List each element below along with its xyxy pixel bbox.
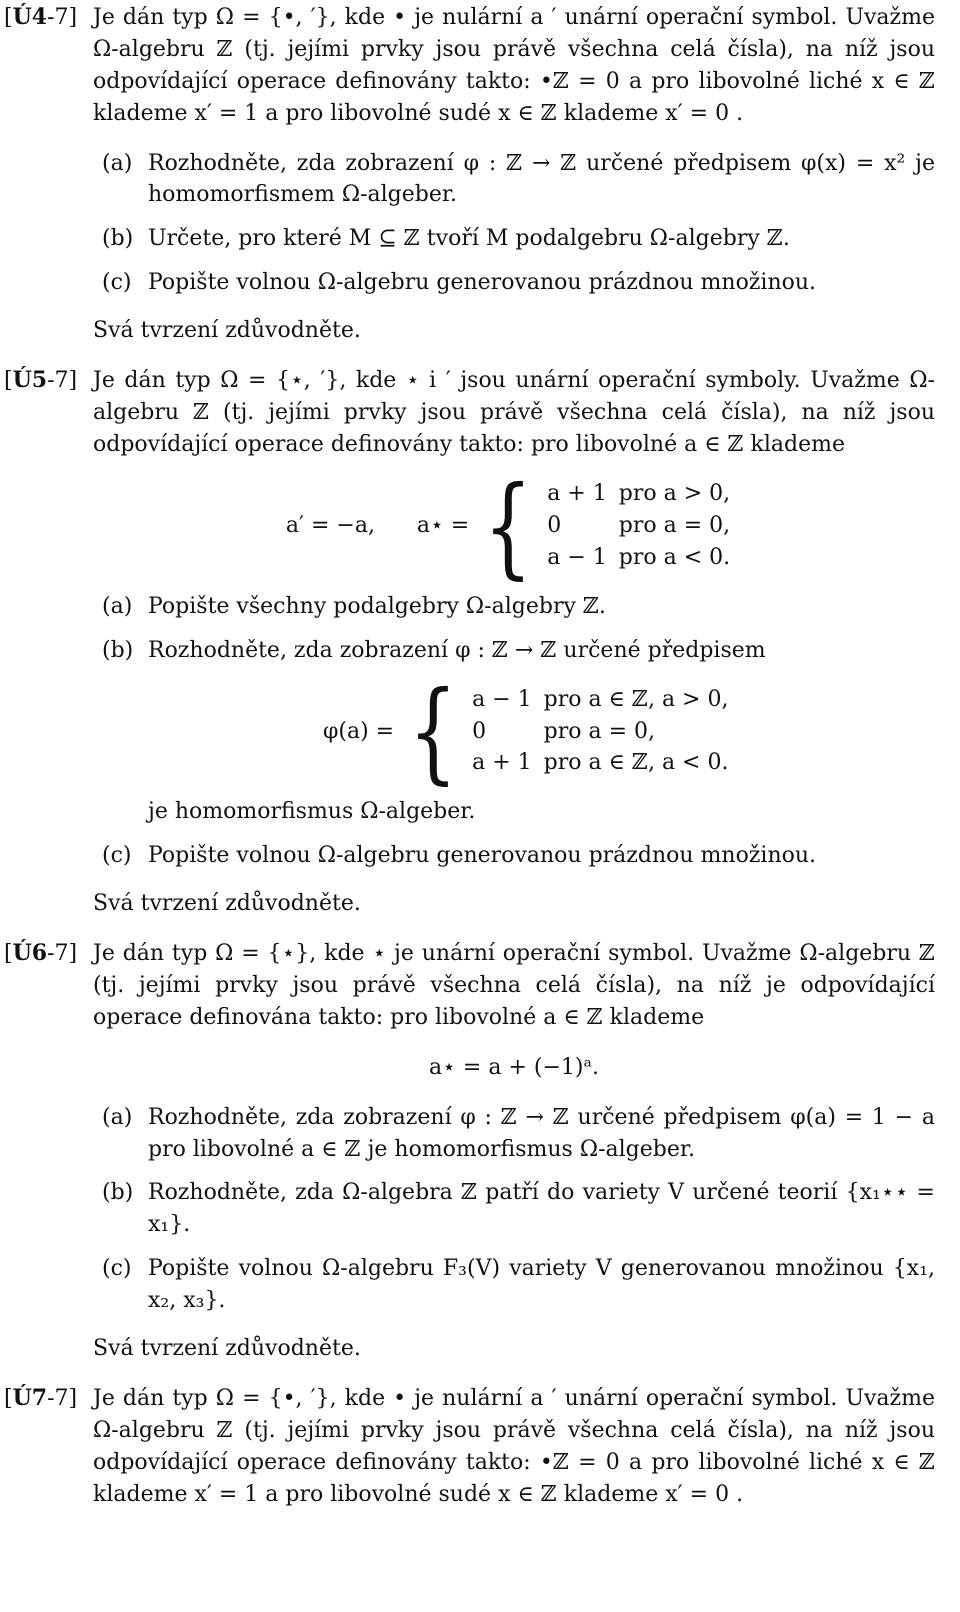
part-continuation: je homomorfismus Ω-algeber. — [148, 799, 476, 825]
display-equation: a′ = −a, a⋆ = { a + 1 pro a > 0, 0 pro a = 0, a − 1 pro a < 0. — [93, 471, 935, 581]
problem-part-b: (b) Určete, pro které M ⊆ ℤ tvoří M podalgebru Ω-algebry ℤ. — [102, 226, 790, 252]
problem-label: [Ú7-7] — [4, 1384, 78, 1411]
problem-u5 — [0, 365, 960, 920]
problem-intro: Je dán typ Ω = {⋆, ′}, kde ⋆ i ′ jsou unární operační symboly. Uvažme Ω-algebru ℤ (tj. jejími prvky jsou právě všechna celá čísla), na níž jsou odpovídající operace definovány takto: pro libovolné a ∈ ℤ klademe — [93, 368, 935, 457]
problem-intro: Je dán typ Ω = {•, ′}, kde • je nulární a ′ unární operační symbol. Uvažme Ω-algebru ℤ (tj. jejími prvky jsou právě všechna celá čísla), na níž jsou odpovídající operace definovány takto: •ℤ = 0 a pro libovolné liché x ∈ ℤ klademe x′ = 1 a pro libovolné sudé x ∈ ℤ klademe x′ = 0 . — [93, 1385, 935, 1507]
problem-intro: Je dán typ Ω = {⋆}, kde ⋆ je unární operační symbol. Uvažme Ω-algebru ℤ (tj. jejími prvky jsou právě všechna celá čísla), na níž je odpovídající operace definována takto: pro libovolné a ∈ ℤ klademe — [93, 941, 935, 1030]
problem-intro: Je dán typ Ω = {•, ′}, kde • je nulární a ′ unární operační symbol. Uvažme Ω-algebru ℤ (tj. jejími prvky jsou právě všechna celá čísla), na níž jsou odpovídající operace definovány takto: •ℤ = 0 a pro libovolné liché x ∈ ℤ klademe x′ = 1 a pro libovolné sudé x ∈ ℤ klademe x′ = 0 . — [93, 5, 935, 126]
problem-part-a: (a) Popište všechny podalgebry Ω-algebry ℤ. — [102, 593, 606, 619]
problem-note: Svá tvrzení zdůvodněte. — [93, 891, 361, 917]
problem-label: [Ú5-7] — [4, 367, 78, 394]
problem-part-a: (a) Rozhodněte, zda zobrazení φ : ℤ → ℤ určené předpisem φ(a) = 1 − a pro libovolné a ∈ ℤ je homomorfismus Ω-algeber. — [102, 1104, 935, 1162]
problem-u7 — [0, 1383, 960, 1511]
problem-part-a: (a) Rozhodněte, zda zobrazení φ : ℤ → ℤ určené předpisem φ(x) = x² je homomorfismem Ω-algeber. — [102, 150, 935, 208]
problem-part-b: (b) Rozhodněte, zda zobrazení φ : ℤ → ℤ určené předpisem — [102, 637, 766, 663]
problem-part-c: (c) Popište volnou Ω-algebru F₃(V) variety V generovanou množinou {x₁, x₂, x₃}. — [102, 1256, 935, 1314]
cases-table: a + 1 pro a > 0, 0 pro a = 0, a − 1 pro a < 0. — [547, 480, 731, 570]
brace-icon: { — [483, 461, 533, 590]
problem-label: [Ú4-7] — [4, 4, 78, 30]
brace-icon: { — [408, 667, 458, 796]
problem-note: Svá tvrzení zdůvodněte. — [93, 1336, 361, 1362]
display-equation: a⋆ = a + (−1)ᵃ. — [429, 1054, 599, 1080]
problem-note: Svá tvrzení zdůvodněte. — [93, 318, 361, 344]
problem-part-c: (c) Popište volnou Ω-algebru generovanou prázdnou množinou. — [102, 270, 817, 296]
cases-table: a − 1 pro a ∈ ℤ, a > 0, 0 pro a = 0, a + 1 pro a ∈ ℤ, a < 0. — [472, 686, 729, 776]
problem-u4 — [0, 2, 960, 347]
problem-label: [Ú6-7] — [4, 940, 78, 967]
display-equation-2: φ(a) = { a − 1 pro a ∈ ℤ, a > 0, 0 pro a = 0, a + 1 pro a ∈ ℤ, a < 0. — [323, 676, 960, 786]
problem-u6 — [0, 938, 960, 1365]
problem-part-c: (c) Popište volnou Ω-algebru generovanou prázdnou množinou. — [102, 843, 817, 869]
problem-part-b: (b) Rozhodněte, zda Ω-algebra ℤ patří do variety V určené teorií {x₁⋆⋆ = x₁}. — [102, 1180, 935, 1238]
